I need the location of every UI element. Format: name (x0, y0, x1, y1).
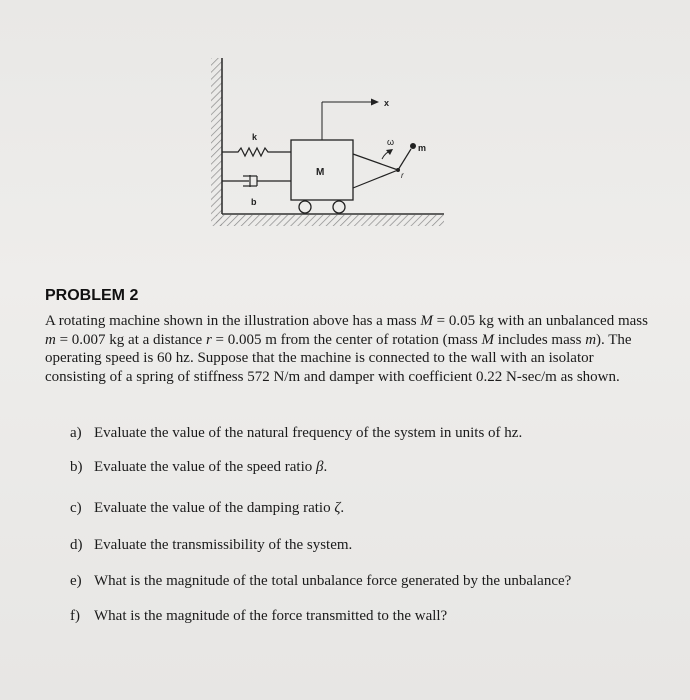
x-label: x (384, 98, 390, 108)
question-label: b) (70, 459, 83, 475)
damper (222, 175, 291, 187)
zeta-symbol: ζ (334, 500, 341, 516)
rotor-arm (398, 149, 411, 170)
question-text: Evaluate the value of the speed ratio (94, 459, 316, 475)
question-label: d) (70, 537, 83, 553)
problem-statement: A rotating machine shown in the illustration above has a mass M = 0.05 kg with an unbalanced mass m = 0.007 kg at a distance r = 0.005 m from the center of rotation (mass M includes mass m). The operating speed is 60 hz. Suppose that the machine is connected to the wall with an isolator consisting of a spring of stiffness 572 N/m and damper with coefficient 0.22 N-sec/m as shown. (45, 313, 648, 385)
rotation-arrowhead (386, 149, 393, 155)
question-label: e) (70, 573, 82, 589)
spring (222, 148, 291, 156)
question-c: c) Evaluate the value of the damping ratio ζ. (70, 500, 345, 516)
machine-diagram (0, 0, 690, 260)
mass-label: M (316, 167, 325, 178)
question-label: a) (70, 425, 82, 441)
unbalanced-mass (410, 143, 416, 149)
problem-title: PROBLEM 2 (45, 287, 139, 304)
ground-hatching (216, 215, 444, 226)
question-text: Evaluate the value of the natural frequency of the system in units of hz. (94, 425, 523, 441)
spring-label: k (252, 132, 258, 142)
m-label: m (418, 143, 427, 153)
question-text: What is the magnitude of the total unbalance force generated by the unbalance? (94, 573, 572, 589)
question-label: f) (70, 608, 80, 624)
question-b: b) Evaluate the value of the speed ratio β. (70, 459, 328, 475)
question-a (70, 425, 522, 442)
question-d (70, 537, 352, 554)
wheel-left (299, 201, 311, 213)
damper-label: b (251, 197, 257, 207)
question-text: Evaluate the transmissibility of the system. (94, 537, 353, 553)
beta-symbol: β (316, 459, 324, 475)
question-text: Evaluate the value of the damping ratio (94, 500, 335, 516)
wheel-right (333, 201, 345, 213)
question-label: c) (70, 500, 82, 516)
wall-hatching (211, 58, 222, 226)
r-label: r (401, 171, 404, 180)
question-e (70, 573, 571, 590)
x-arrowhead (371, 99, 379, 106)
question-f (70, 608, 447, 625)
omega-label: ω (387, 137, 395, 147)
rotor-support (353, 154, 398, 188)
question-text: What is the magnitude of the force transmitted to the wall? (94, 608, 448, 624)
